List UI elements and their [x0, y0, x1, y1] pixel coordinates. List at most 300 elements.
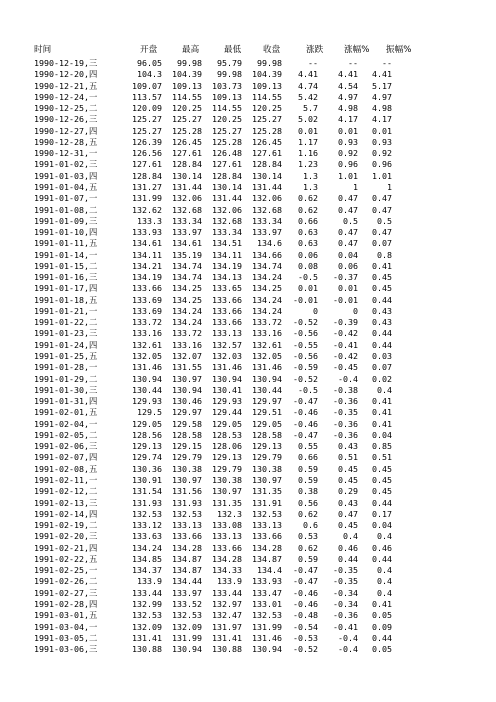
low-cell: 130.97 [212, 486, 242, 497]
open-cell: 133.3 [137, 215, 162, 226]
change-pct-cell: 0.4 [343, 531, 358, 542]
change-cell: 5.42 [298, 91, 318, 102]
high-cell: 134.24 [172, 305, 202, 316]
close-cell: 133.72 [252, 317, 282, 328]
change-cell: 0.06 [298, 249, 318, 260]
open-cell: 134.37 [132, 565, 162, 576]
time-cell: 1991-03-05,二 [34, 632, 98, 643]
table-row [0, 531, 496, 542]
open-cell: 133.16 [132, 328, 162, 339]
table-row [0, 283, 496, 294]
open-cell: 130.36 [132, 463, 162, 474]
change-pct-cell: -0.39 [333, 317, 358, 328]
close-cell: 134.24 [252, 305, 282, 316]
change-pct-cell: -0.36 [333, 418, 358, 429]
table-row [0, 396, 496, 407]
high-cell: 134.28 [172, 542, 202, 553]
low-cell: 134.11 [212, 249, 242, 260]
close-cell: 129.97 [252, 396, 282, 407]
close-cell: 99.98 [257, 58, 282, 68]
change-pct-cell: 0 [353, 305, 358, 316]
amplitude-cell: -- [382, 58, 392, 68]
table-row [0, 385, 496, 396]
change-cell: -0.55 [293, 339, 318, 350]
table-row [0, 182, 496, 193]
open-cell: 130.91 [132, 474, 162, 485]
low-cell: 132.47 [212, 610, 242, 621]
open-cell: 128.56 [132, 429, 162, 440]
amplitude-cell: 0.45 [372, 463, 392, 474]
change-pct-cell: -0.38 [333, 384, 358, 395]
change-pct-cell: -0.36 [333, 396, 358, 407]
table-row [0, 126, 496, 137]
change-cell: -0.54 [293, 621, 318, 632]
low-cell: 131.97 [212, 621, 242, 632]
table-row [0, 238, 496, 249]
table-row [0, 137, 496, 148]
table-row [0, 475, 496, 486]
amplitude-cell: 4.41 [372, 69, 392, 80]
low-cell: 127.61 [212, 159, 242, 170]
amplitude-cell: 0.41 [372, 260, 392, 271]
high-cell: 131.56 [172, 486, 202, 497]
close-cell: 131.91 [252, 497, 282, 508]
table-row [0, 216, 496, 227]
low-cell: 120.25 [212, 114, 242, 125]
amplitude-cell: 0.05 [372, 610, 392, 621]
amplitude-cell: 0.43 [372, 305, 392, 316]
low-cell: 130.88 [212, 644, 242, 655]
change-cell: 0.59 [298, 553, 318, 564]
table-row [0, 58, 496, 69]
low-cell: 133.66 [212, 305, 242, 316]
change-pct-cell: -0.41 [333, 621, 358, 632]
high-cell: 134.24 [172, 317, 202, 328]
change-cell: 5.02 [298, 114, 318, 125]
change-pct-cell: 0.43 [338, 497, 358, 508]
high-cell: 130.94 [172, 384, 202, 395]
high-cell: 125.27 [172, 114, 202, 125]
time-cell: 1991-02-12,二 [34, 486, 98, 497]
amplitude-cell: 0.92 [372, 148, 392, 159]
time-cell: 1991-01-07,一 [34, 193, 98, 204]
change-cell: -0.46 [293, 598, 318, 609]
table-row [0, 554, 496, 565]
time-cell: 1991-02-25,一 [34, 565, 98, 576]
low-cell: 129.05 [212, 418, 242, 429]
close-cell: 129.13 [252, 441, 282, 452]
change-pct-cell: -0.4 [338, 373, 358, 384]
header-open: 开盘 [140, 45, 158, 55]
amplitude-cell: 0.44 [372, 339, 392, 350]
close-cell: 120.25 [252, 103, 282, 114]
table-row [0, 565, 496, 576]
close-cell: 104.39 [252, 69, 282, 80]
open-cell: 128.84 [132, 170, 162, 181]
amplitude-cell: 0.4 [377, 576, 392, 587]
amplitude-cell: 0.41 [372, 396, 392, 407]
change-cell: 0.56 [298, 497, 318, 508]
high-cell: 133.72 [172, 328, 202, 339]
table-row [0, 317, 496, 328]
change-cell: -0.47 [293, 565, 318, 576]
open-cell: 133.12 [132, 520, 162, 531]
high-cell: 130.94 [172, 644, 202, 655]
open-cell: 130.44 [132, 384, 162, 395]
time-cell: 1990-12-24,一 [34, 91, 98, 102]
high-cell: 120.25 [172, 103, 202, 114]
open-cell: 96.05 [137, 58, 162, 68]
change-pct-cell: 0.5 [343, 215, 358, 226]
low-cell: 133.9 [217, 576, 242, 587]
high-cell: 134.25 [172, 294, 202, 305]
open-cell: 133.72 [132, 317, 162, 328]
low-cell: 131.35 [212, 497, 242, 508]
open-cell: 131.46 [132, 362, 162, 373]
table-row [0, 498, 496, 509]
high-cell: 134.74 [172, 260, 202, 271]
change-pct-cell: 0.43 [338, 441, 358, 452]
low-cell: 129.13 [212, 452, 242, 463]
table-row [0, 419, 496, 430]
low-cell: 128.06 [212, 441, 242, 452]
amplitude-cell: 0.05 [372, 644, 392, 655]
high-cell: 133.52 [172, 598, 202, 609]
high-cell: 127.61 [172, 148, 202, 159]
amplitude-cell: 0.41 [372, 418, 392, 429]
change-cell: 1.3 [303, 170, 318, 181]
time-cell: 1991-02-26,二 [34, 576, 98, 587]
high-cell: 133.97 [172, 587, 202, 598]
table-row [0, 362, 496, 373]
amplitude-cell: 0.46 [372, 542, 392, 553]
change-cell: -0.46 [293, 407, 318, 418]
change-pct-cell: -0.4 [338, 644, 358, 655]
open-cell: 104.3 [137, 69, 162, 80]
time-cell: 1991-02-06,三 [34, 441, 98, 452]
change-cell: 4.41 [298, 69, 318, 80]
amplitude-cell: 0.03 [372, 351, 392, 362]
high-cell: 126.45 [172, 136, 202, 147]
open-cell: 132.05 [132, 351, 162, 362]
table-row [0, 205, 496, 216]
change-pct-cell: 0.45 [338, 474, 358, 485]
open-cell: 127.61 [132, 159, 162, 170]
time-cell: 1991-03-04,一 [34, 621, 98, 632]
header-row [0, 45, 496, 56]
change-cell: -0.52 [293, 317, 318, 328]
amplitude-cell: 0.45 [372, 283, 392, 294]
close-cell: 132.05 [252, 351, 282, 362]
close-cell: 133.97 [252, 227, 282, 238]
close-cell: 130.94 [252, 373, 282, 384]
open-cell: 132.53 [132, 508, 162, 519]
open-cell: 133.9 [137, 576, 162, 587]
low-cell: 131.41 [212, 632, 242, 643]
change-pct-cell: 0.01 [338, 125, 358, 136]
high-cell: 130.14 [172, 170, 202, 181]
close-cell: 129.79 [252, 452, 282, 463]
open-cell: 131.41 [132, 632, 162, 643]
table-row [0, 543, 496, 554]
open-cell: 132.99 [132, 598, 162, 609]
header-amplitude-pct: 振幅% [386, 45, 412, 55]
header-change-pct: 涨幅% [344, 45, 370, 55]
time-cell: 1991-01-08,二 [34, 204, 98, 215]
low-cell: 133.66 [212, 542, 242, 553]
low-cell: 133.34 [212, 227, 242, 238]
change-cell: 0.6 [303, 520, 318, 531]
table-row [0, 261, 496, 272]
open-cell: 133.63 [132, 531, 162, 542]
time-cell: 1990-12-20,四 [34, 69, 98, 80]
low-cell: 132.57 [212, 339, 242, 350]
change-cell: 0.62 [298, 508, 318, 519]
low-cell: 125.28 [212, 136, 242, 147]
close-cell: 128.84 [252, 159, 282, 170]
low-cell: 131.46 [212, 362, 242, 373]
change-cell: -0.5 [298, 272, 318, 283]
change-pct-cell: -0.4 [338, 632, 358, 643]
close-cell: 133.34 [252, 215, 282, 226]
amplitude-cell: 0.8 [377, 249, 392, 260]
open-cell: 130.94 [132, 373, 162, 384]
time-cell: 1990-12-27,四 [34, 125, 98, 136]
change-cell: 0.59 [298, 474, 318, 485]
time-cell: 1991-01-10,四 [34, 227, 98, 238]
table-row [0, 610, 496, 621]
time-cell: 1990-12-19,三 [34, 58, 98, 68]
low-cell: 103.73 [212, 80, 242, 91]
time-cell: 1991-01-30,三 [34, 384, 98, 395]
amplitude-cell: 0.4 [377, 565, 392, 576]
open-cell: 131.27 [132, 181, 162, 192]
change-pct-cell: 4.98 [338, 103, 358, 114]
high-cell: 129.15 [172, 441, 202, 452]
change-pct-cell: 0.45 [338, 463, 358, 474]
high-cell: 134.87 [172, 565, 202, 576]
time-cell: 1991-01-31,四 [34, 396, 98, 407]
amplitude-cell: 0.17 [372, 508, 392, 519]
change-pct-cell: 0.46 [338, 542, 358, 553]
change-pct-cell: 0.96 [338, 159, 358, 170]
close-cell: 133.93 [252, 576, 282, 587]
low-cell: 109.13 [212, 91, 242, 102]
time-cell: 1991-01-17,四 [34, 283, 98, 294]
amplitude-cell: 0.47 [372, 204, 392, 215]
table-row [0, 171, 496, 182]
open-cell: 133.66 [132, 283, 162, 294]
amplitude-cell: 0.41 [372, 407, 392, 418]
low-cell: 129.79 [212, 463, 242, 474]
low-cell: 132.97 [212, 598, 242, 609]
high-cell: 132.07 [172, 351, 202, 362]
high-cell: 129.97 [172, 407, 202, 418]
table-row [0, 576, 496, 587]
change-cell: 1.16 [298, 148, 318, 159]
amplitude-cell: 0.02 [372, 373, 392, 384]
close-cell: 133.66 [252, 531, 282, 542]
change-pct-cell: 0.01 [338, 283, 358, 294]
close-cell: 109.13 [252, 80, 282, 91]
time-cell: 1991-01-04,五 [34, 181, 98, 192]
open-cell: 131.54 [132, 486, 162, 497]
low-cell: 133.13 [212, 328, 242, 339]
amplitude-cell: 0.01 [372, 125, 392, 136]
change-pct-cell: 0.47 [338, 238, 358, 249]
high-cell: 132.09 [172, 621, 202, 632]
high-cell: 133.66 [172, 531, 202, 542]
time-cell: 1991-01-18,五 [34, 294, 98, 305]
close-cell: 131.99 [252, 621, 282, 632]
time-cell: 1991-02-05,二 [34, 429, 98, 440]
amplitude-cell: 0.43 [372, 317, 392, 328]
change-cell: 0 [313, 305, 318, 316]
change-cell: -0.52 [293, 644, 318, 655]
time-cell: 1991-03-06,三 [34, 644, 98, 655]
close-cell: 129.05 [252, 418, 282, 429]
high-cell: 129.58 [172, 418, 202, 429]
low-cell: 128.84 [212, 170, 242, 181]
close-cell: 134.87 [252, 553, 282, 564]
amplitude-cell: 0.4 [377, 587, 392, 598]
amplitude-cell: 1 [387, 181, 392, 192]
time-cell: 1991-02-27,三 [34, 587, 98, 598]
change-cell: -0.52 [293, 373, 318, 384]
close-cell: 125.28 [252, 125, 282, 136]
amplitude-cell: 0.04 [372, 520, 392, 531]
low-cell: 133.44 [212, 587, 242, 598]
change-pct-cell: -0.35 [333, 565, 358, 576]
time-cell: 1990-12-26,三 [34, 114, 98, 125]
low-cell: 134.28 [212, 553, 242, 564]
table-row [0, 588, 496, 599]
close-cell: 132.68 [252, 204, 282, 215]
table-row [0, 114, 496, 125]
time-cell: 1991-02-13,三 [34, 497, 98, 508]
table-row [0, 509, 496, 520]
change-cell: 0.55 [298, 441, 318, 452]
change-cell: 0.63 [298, 227, 318, 238]
change-pct-cell: 1.01 [338, 170, 358, 181]
amplitude-cell: 0.47 [372, 193, 392, 204]
table-row [0, 81, 496, 92]
change-cell: -0.46 [293, 587, 318, 598]
amplitude-cell: 0.4 [377, 384, 392, 395]
amplitude-cell: 4.97 [372, 91, 392, 102]
close-cell: 130.94 [252, 644, 282, 655]
change-cell: 0.53 [298, 531, 318, 542]
change-cell: -0.01 [293, 294, 318, 305]
close-cell: 127.61 [252, 148, 282, 159]
amplitude-cell: 0.44 [372, 328, 392, 339]
high-cell: 133.34 [172, 215, 202, 226]
amplitude-cell: 0.09 [372, 621, 392, 632]
change-cell: 0.66 [298, 452, 318, 463]
change-pct-cell: 4.54 [338, 80, 358, 91]
close-cell: 126.45 [252, 136, 282, 147]
low-cell: 132.68 [212, 215, 242, 226]
change-pct-cell: 0.47 [338, 193, 358, 204]
change-cell: -0.5 [298, 384, 318, 395]
open-cell: 126.56 [132, 148, 162, 159]
table-row [0, 69, 496, 80]
table-row [0, 103, 496, 114]
amplitude-cell: 0.85 [372, 441, 392, 452]
change-cell: 1.23 [298, 159, 318, 170]
change-cell: 4.74 [298, 80, 318, 91]
open-cell: 129.5 [137, 407, 162, 418]
open-cell: 134.11 [132, 249, 162, 260]
high-cell: 134.61 [172, 238, 202, 249]
change-pct-cell: -0.41 [333, 339, 358, 350]
table-row [0, 441, 496, 452]
close-cell: 134.24 [252, 294, 282, 305]
close-cell: 131.35 [252, 486, 282, 497]
time-cell: 1991-02-08,五 [34, 463, 98, 474]
open-cell: 120.09 [132, 103, 162, 114]
high-cell: 132.53 [172, 508, 202, 519]
amplitude-cell: 0.04 [372, 429, 392, 440]
change-cell: 0.01 [298, 125, 318, 136]
time-cell: 1991-02-14,四 [34, 508, 98, 519]
high-cell: 125.28 [172, 125, 202, 136]
low-cell: 125.27 [212, 125, 242, 136]
change-pct-cell: -0.45 [333, 362, 358, 373]
table-row [0, 340, 496, 351]
table-row [0, 306, 496, 317]
high-cell: 99.98 [177, 58, 202, 68]
change-cell: 0.08 [298, 260, 318, 271]
high-cell: 104.39 [172, 69, 202, 80]
time-cell: 1991-01-11,五 [34, 238, 98, 249]
table-row [0, 295, 496, 306]
low-cell: 130.14 [212, 181, 242, 192]
table-row [0, 599, 496, 610]
open-cell: 129.74 [132, 452, 162, 463]
change-cell: 1.3 [303, 181, 318, 192]
change-cell: -0.48 [293, 610, 318, 621]
change-pct-cell: 0.45 [338, 520, 358, 531]
table-row [0, 633, 496, 644]
high-cell: 128.84 [172, 159, 202, 170]
high-cell: 129.79 [172, 452, 202, 463]
change-pct-cell: -0.35 [333, 576, 358, 587]
close-cell: 132.06 [252, 193, 282, 204]
time-cell: 1991-01-24,四 [34, 339, 98, 350]
time-cell: 1991-01-23,三 [34, 328, 98, 339]
change-pct-cell: -0.42 [333, 328, 358, 339]
high-cell: 130.38 [172, 463, 202, 474]
open-cell: 132.09 [132, 621, 162, 632]
high-cell: 131.55 [172, 362, 202, 373]
low-cell: 132.3 [217, 508, 242, 519]
amplitude-cell: 0.93 [372, 136, 392, 147]
time-cell: 1991-02-01,五 [34, 407, 98, 418]
amplitude-cell: 1.01 [372, 170, 392, 181]
table-row [0, 351, 496, 362]
table-row [0, 464, 496, 475]
time-cell: 1991-02-20,三 [34, 531, 98, 542]
close-cell: 134.6 [257, 238, 282, 249]
low-cell: 99.98 [217, 69, 242, 80]
close-cell: 133.01 [252, 598, 282, 609]
time-cell: 1990-12-28,五 [34, 136, 98, 147]
close-cell: 130.44 [252, 384, 282, 395]
open-cell: 125.27 [132, 125, 162, 136]
table-row [0, 486, 496, 497]
amplitude-cell: 0.47 [372, 227, 392, 238]
